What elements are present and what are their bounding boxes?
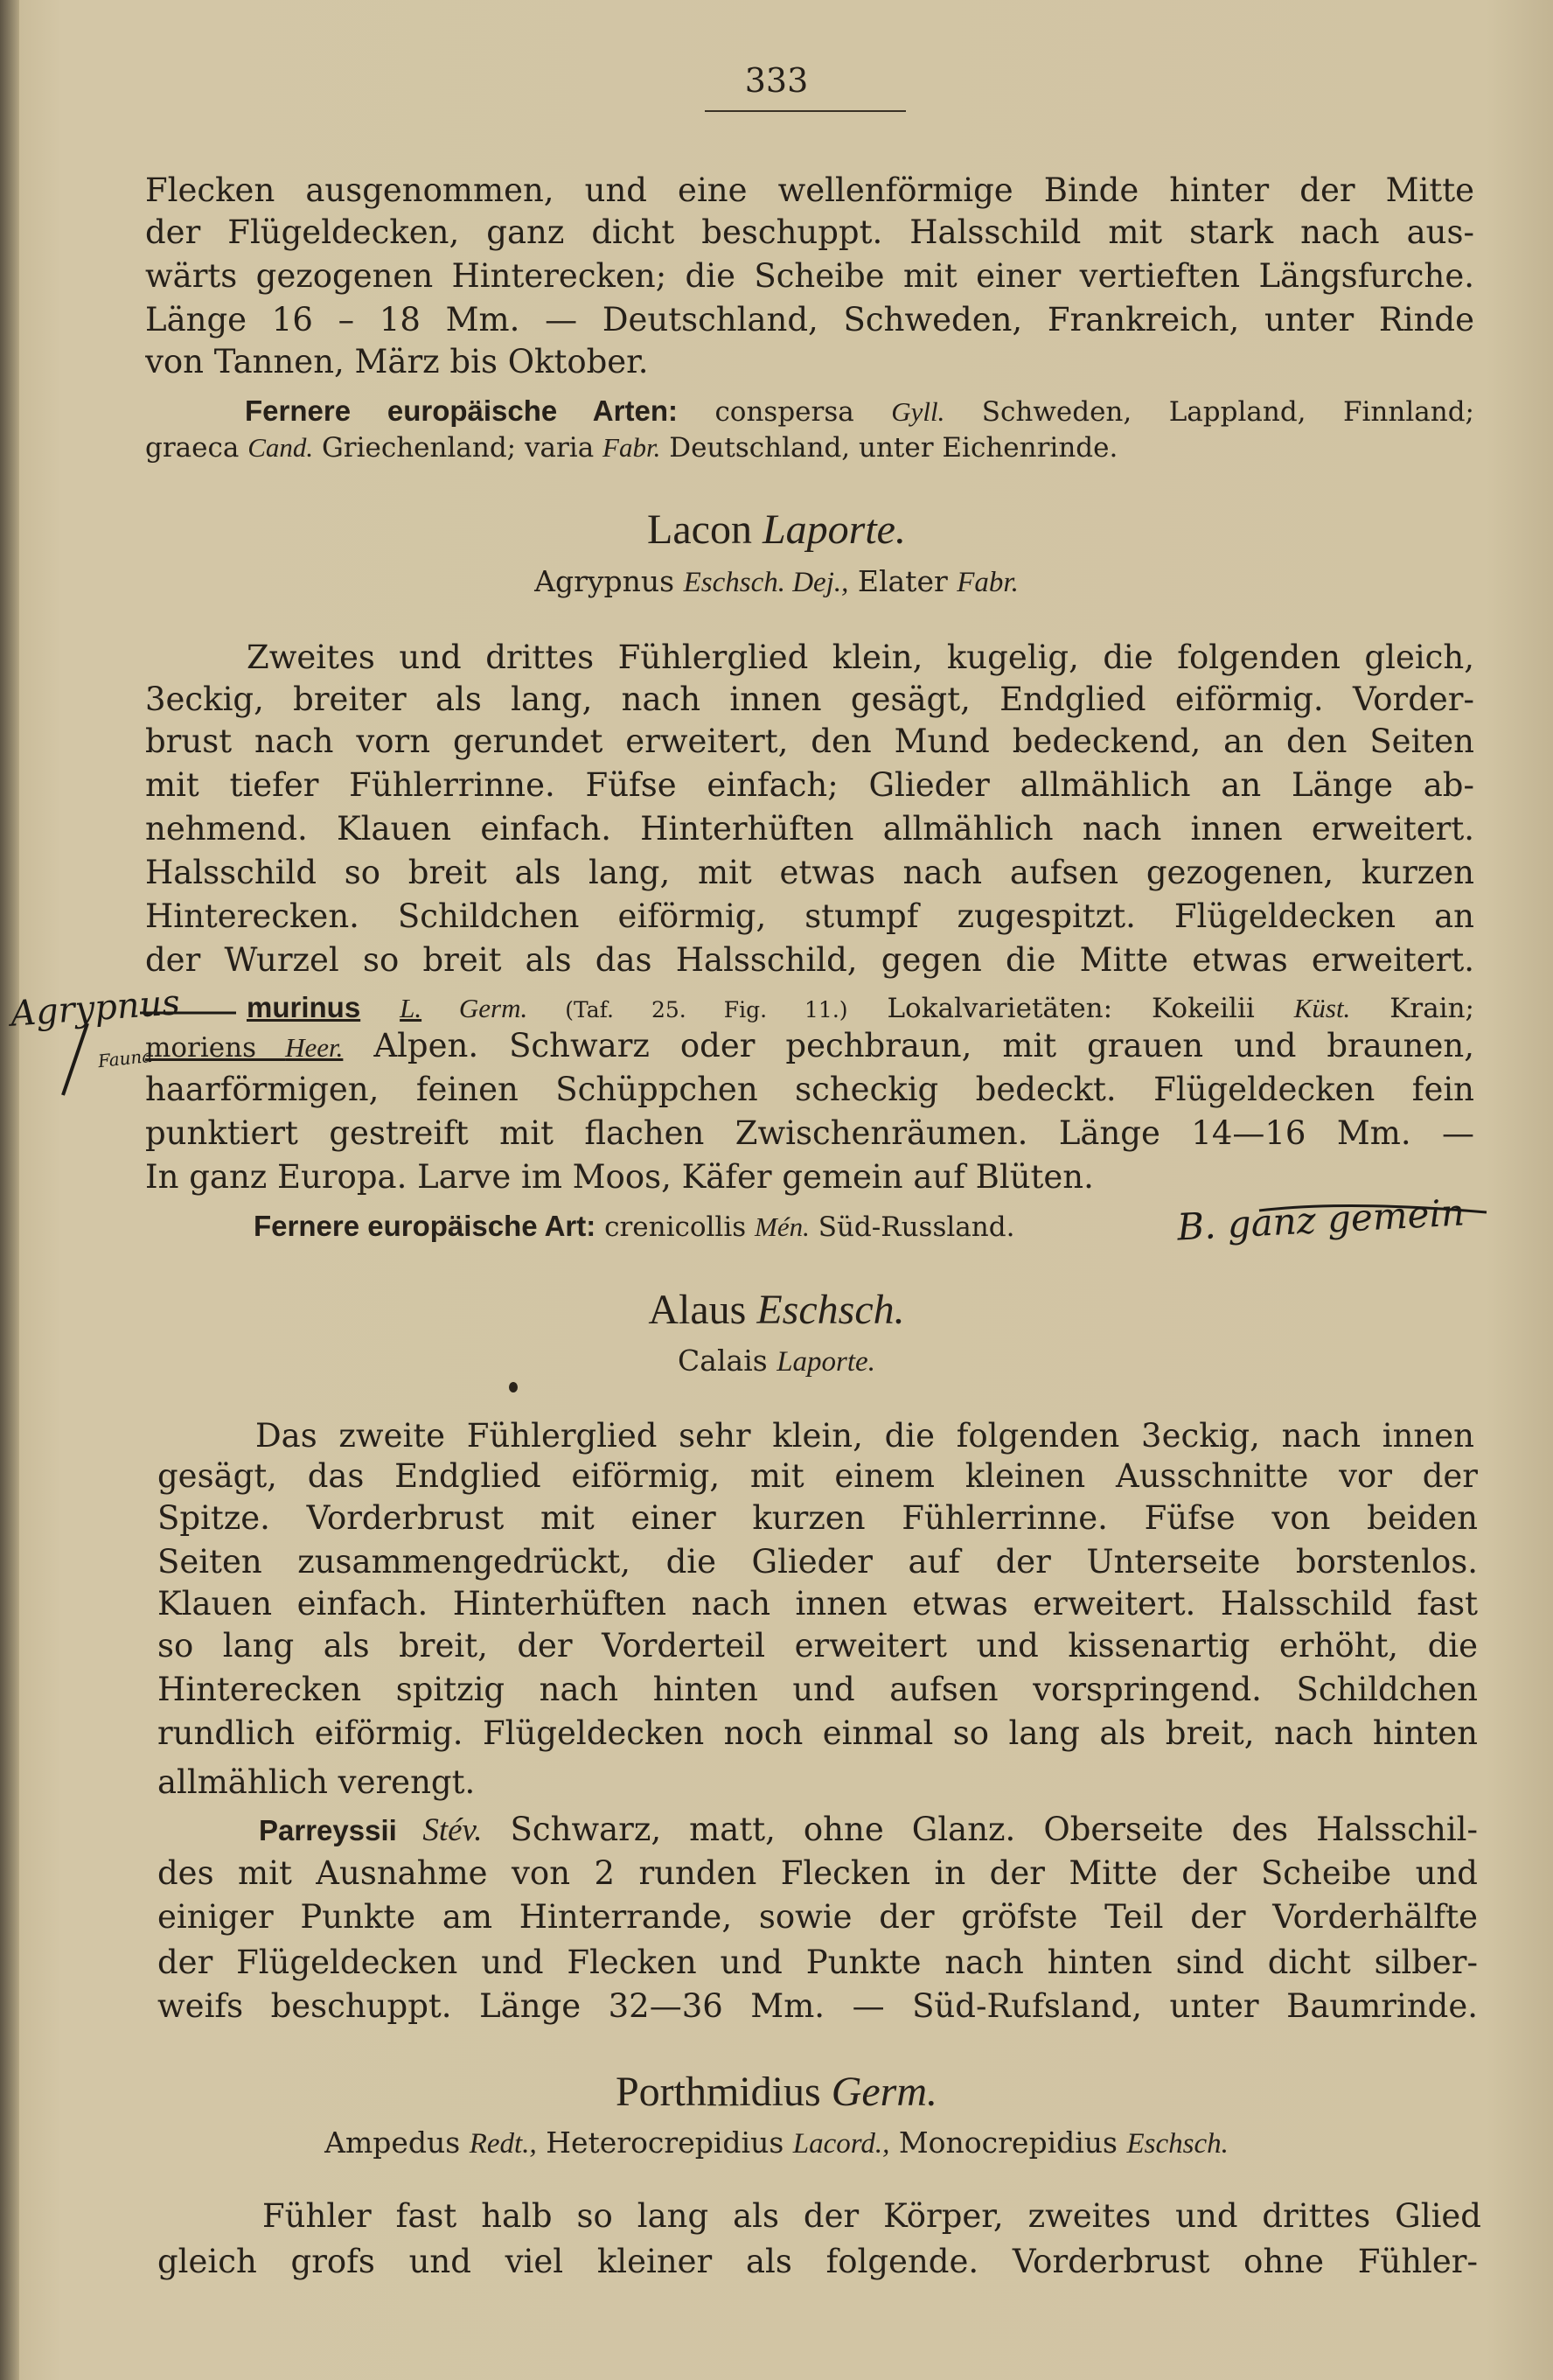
handwritten-margin-note: Fauna: [96, 1044, 154, 1072]
text-line: Das zweite Fühlerglied sehr klein, die folgenden 3eckig, nach innen: [255, 1417, 1474, 1455]
text-line: der Flügeldecken und Flecken und Punkte nach hinten sind dicht silber-: [157, 1944, 1478, 1981]
genus-heading-alaus: Alaus Eschsch.: [648, 1287, 905, 1333]
text-line: brust nach vorn gerundet erweitert, den Mund bedeckend, an den Seiten: [145, 722, 1474, 760]
text-line: des mit Ausnahme von 2 runden Flecken in der Mitte der Scheibe und: [157, 1854, 1478, 1892]
text-line: der Flügeldecken, ganz dicht beschuppt. Halsschild mit stark nach aus-: [145, 213, 1474, 251]
genus-synonyms-porthmidius: Ampedus Redt., Heterocrepidius Lacord., Monocrepidius Eschsch.: [324, 2125, 1229, 2160]
text-line: Halsschild so breit als lang, mit etwas nach aufsen gezogenen, kurzen: [145, 854, 1474, 891]
text-line: Klauen einfach. Hinterhüften nach innen etwas erweitert. Halsschild fast: [157, 1585, 1478, 1623]
text-line: mit tiefer Fühlerrinne. Füfse einfach; Glieder allmählich an Länge ab-: [145, 766, 1474, 804]
fernere-label: Fernere europäische Art:: [254, 1210, 596, 1242]
text-line: Zweites und drittes Fühlerglied klein, kugelig, die folgenden gleich,: [247, 639, 1474, 676]
text-line: Länge 16 – 18 Mm. — Deutschland, Schweden, Frankreich, unter Rinde: [145, 301, 1474, 339]
text-line: so lang als breit, der Vorderteil erweitert und kissenartig erhöht, die: [157, 1627, 1478, 1665]
text-line: wärts gezogenen Hinterecken; die Scheibe mit einer vertieften Längsfurche.: [145, 257, 1474, 295]
text-line: Seiten zusammengedrückt, die Glieder auf der Unterseite borstenlos.: [157, 1543, 1478, 1581]
text-line: gesägt, das Endglied eiförmig, mit einem kleinen Ausschnitte vor der: [157, 1457, 1478, 1495]
genus-heading-lacon: Lacon Laporte.: [647, 506, 906, 553]
handwritten-note: B. ganz gemein: [1175, 1190, 1466, 1249]
text-line: Hinterecken. Schildchen eiförmig, stumpf zugespitzt. Flügeldecken an: [145, 897, 1474, 935]
species-name: murinus: [247, 991, 361, 1023]
text-line: nehmend. Klauen einfach. Hinterhüften allmählich nach innen erweitert.: [145, 810, 1474, 848]
species-entry-murinus: murinus L. Germ. (Taf. 25. Fig. 11.) Lokalvarietäten: Kokeilii Küst. Krain;: [247, 991, 1474, 1024]
text-line: moriens Heer. Alpen. Schwarz oder pechbraun, mit grauen und braunen,: [145, 1027, 1474, 1064]
text-line: haarförmigen, feinen Schüppchen scheckig bedeckt. Flügeldecken fein: [145, 1071, 1474, 1108]
genus-heading-porthmidius: Porthmidius Germ.: [615, 2069, 937, 2115]
text-line: Flecken ausgenommen, und eine wellenförmige Binde hinter der Mitte: [145, 171, 1474, 209]
text-line: punktiert gestreift mit flachen Zwischenräumen. Länge 14—16 Mm. —: [145, 1114, 1474, 1152]
fernere-arten-line: Fernere europäische Arten: conspersa Gyll. Schweden, Lappland, Finnland;: [245, 394, 1474, 428]
text-line: Spitze. Vorderbrust mit einer kurzen Fühlerrinne. Füfse von beiden: [157, 1499, 1478, 1537]
text-line: einiger Punkte am Hinterrande, sowie der gröfste Teil der Vorderhälfte: [157, 1898, 1478, 1936]
text-line: Hinterecken spitzig nach hinten und aufsen vorspringend. Schildchen: [157, 1671, 1478, 1708]
text-line: weifs beschuppt. Länge 32—36 Mm. — Süd-Rufsland, unter Baumrinde.: [157, 1987, 1478, 2025]
species-entry-parreyssii: Parreyssii Stév. Schwarz, matt, ohne Glanz. Oberseite des Halsschil-: [259, 1811, 1478, 1848]
fernere-art-line: Fernere europäische Art: crenicollis Mén. Süd-Russland.: [254, 1210, 1015, 1243]
page-number: 333: [744, 61, 809, 100]
fernere-arten-line-2: graeca Cand. Griechenland; varia Fabr. Deutschland, unter Eichenrinde.: [145, 432, 1118, 464]
text-line: allmählich verengt.: [157, 1763, 476, 1801]
species-name: Parreyssii: [259, 1814, 397, 1846]
text-line: In ganz Europa. Larve im Moos, Käfer gemein auf Blüten.: [145, 1158, 1094, 1196]
text-line: von Tannen, März bis Oktober.: [145, 343, 649, 380]
genus-synonyms-lacon: Agrypnus Eschsch. Dej., Elater Fabr.: [534, 564, 1019, 598]
text-line: gleich grofs und viel kleiner als folgende. Vorderbrust ohne Fühler-: [157, 2243, 1478, 2280]
handwritten-margin-note: Agrypnus: [9, 982, 182, 1035]
text-line: 3eckig, breiter als lang, nach innen gesägt, Endglied eiförmig. Vorder-: [145, 680, 1474, 718]
text-line: der Wurzel so breit als das Halsschild, gegen die Mitte etwas erweitert.: [145, 941, 1474, 979]
text-line: Fühler fast halb so lang als der Körper, zweites und drittes Glied: [262, 2197, 1481, 2235]
text-line: rundlich eiförmig. Flügeldecken noch einmal so lang als breit, nach hinten: [157, 1714, 1478, 1752]
genus-synonyms-alaus: Calais Laporte.: [678, 1344, 875, 1378]
fernere-label: Fernere europäische Arten:: [245, 394, 678, 427]
